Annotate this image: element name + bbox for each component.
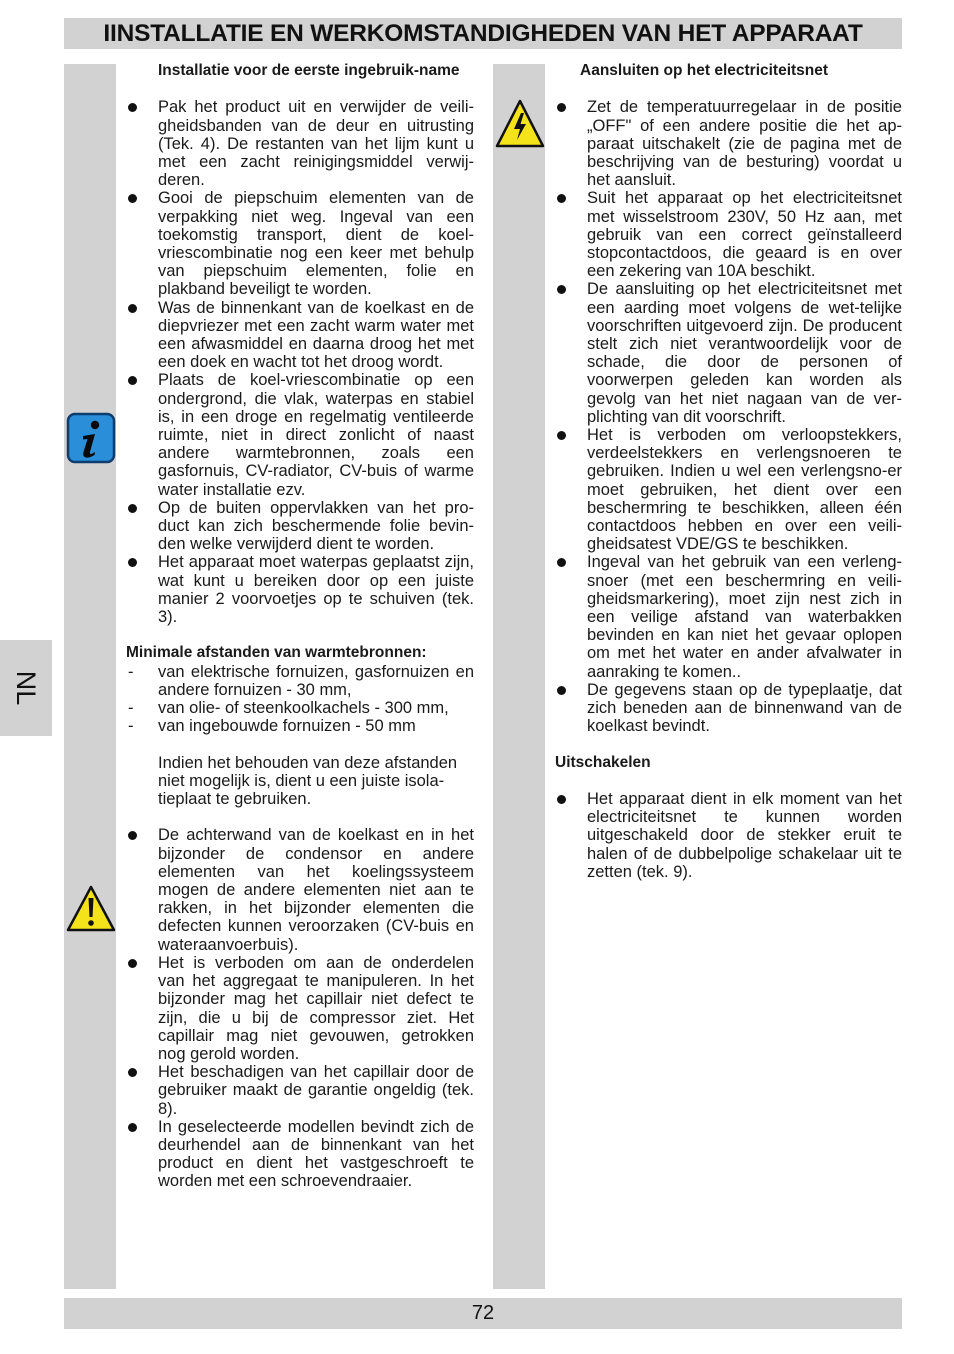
list-item: Het beschadigen van het capillair door de gebruiker maakt de garantie ongeldig (tek. 8). xyxy=(126,1063,474,1118)
right-margin-band xyxy=(493,64,545,1289)
list-item: In geselecteerde modellen bevindt zich de deurhendel aan de binnenkant van het product en dient het vastgeschroeft te worden met een schroevendraaier. xyxy=(126,1118,474,1191)
right-column xyxy=(555,62,902,881)
list-item: Plaats de koel-vriescombinatie op een ondergrond, die vlak, waterpas en stabiel is, in een droge en regelmatig ventileerde ruimte, niet in direct zonlicht of naast andere warmtebronnen, zoals een gasfornuis, CV-radiator, CV-buis of warme water installatie ezv. xyxy=(126,371,474,498)
list-item: De achterwand van de koelkast en in het bijzonder de condensor en andere elementen van het koelingssysteem mogen de andere elementen niet aan te rakken, in het bijzonder elementen die defecten kunnen veroorzaken (CV-buis en wateraanvoerbuis). xyxy=(126,826,474,953)
distance-note: Indien het behouden van deze afstanden niet mogelijk is, dient u een juiste isola-tieplaat te gebruiken. xyxy=(158,753,458,809)
list-item: Op de buiten oppervlakken van het pro-duct kan zich beschermende folie bevin-den welke verwijderd dient te worden. xyxy=(126,499,474,554)
warning-list xyxy=(126,826,474,1190)
left-column xyxy=(126,62,474,1191)
switch-off-list xyxy=(555,790,902,881)
list-item: Het is verboden om aan de onderdelen van het aggregaat te manipuleren. In het bijzonder mag het capillair niet defect te zijn, die u bij de compressor ziet. Het capillair mag niet gevouwen, getrokken nog gerold worden. xyxy=(126,954,474,1063)
footer-bar xyxy=(64,1298,902,1329)
list-item: Het is verboden om verloopstekkers, verdeelstekkers en verlengsnoeren te gebruiken. Indien u wel een verlengsno-er moet gebruiken, het dient over een beschermring te beschikken, alleen één contactdoos hebben en over een veili-gheidsatest VDE/GS te beschikken. xyxy=(555,426,902,553)
language-tab xyxy=(0,640,52,736)
switch-off-heading: Uitschakelen xyxy=(555,753,651,771)
list-item: Pak het product uit en verwijder de veili-gheidsbanden van de deur en uitrusting (Tek. 4). De restanten van het lijm kunt u met een zacht reinigingsmiddel verwij-deren. xyxy=(126,98,474,189)
language-label: NL xyxy=(11,670,42,706)
list-item: Zet de temperatuurregelaar in de positie „OFF" of een andere positie die het ap-paraat uitschakelt (zie de pagina met de beschrijving van de besturing) voordat u het aansluit. xyxy=(555,98,902,189)
list-item: - van olie- of steenkoolkachels - 300 mm, xyxy=(126,699,474,717)
installation-list xyxy=(126,98,474,626)
list-item: De gegevens staan op de typeplaatje, dat zich beneden aan de binnenwand van de koelkast bevindt. xyxy=(555,681,902,736)
list-item: Ingeval van het gebruik van een verleng-snoer (met een beschermring en veili-gheidsmarkering), moet zijn nest zich in een veilige afstand van waterbakken bevinden en kan niet het gevaar oplopen om met het water en ander afvalwater in aanraking te komen.. xyxy=(555,553,902,680)
distance-heading: Minimale afstanden van warmtebronnen: xyxy=(126,644,427,662)
list-item: De aansluiting op het electriciteitsnet met een aarding moet volgens de wet-telijke voorschriften uitgevoerd zijn. De producent stelt zich niet verantwoordelijk voor de schade, die door de personen of voorwerpen geleden kan worden als gevolg van het niet nagaan van de ver-plichting van dit voorschrift. xyxy=(555,280,902,426)
distance-list xyxy=(126,663,474,736)
list-item: Het apparaat dient in elk moment van het electriciteitsnet te kunnen worden uitgeschakeld door de stekker eruit te halen of de dubbelpolige schakelaar uit te zetten (tek. 9). xyxy=(555,790,902,881)
page-title: IINSTALLATIE EN WERKOMSTANDIGHEDEN VAN HET APPARAAT xyxy=(103,20,863,47)
warning-icon xyxy=(65,884,117,934)
list-item: Suit het apparaat op het electriciteitsnet met wisselstroom 230V, 50 Hz aan, met gebruik van een correct geïnstalleerd stopcontactdoos, die geaard is en over een zekering van 10A beschikt. xyxy=(555,189,902,280)
list-item: - van elektrische fornuizen, gasfornuizen en andere fornuizen - 30 mm, xyxy=(126,663,474,699)
list-item: Was de binnenkant van de koelkast en de diepvriezer met een zacht warm water met een afwasmiddel en daarna droog het met een doek en wacht tot het droog wordt. xyxy=(126,299,474,372)
page-number: 72 xyxy=(471,1302,495,1324)
connection-list xyxy=(555,98,902,735)
electrical-hazard-icon xyxy=(494,98,546,150)
list-item: - van ingebouwde fornuizen - 50 mm xyxy=(126,717,474,735)
list-item: Het apparaat moet waterpas geplaatst zijn, wat kunt u bereiken door op een juiste manier 2 voorvoetjes op te schuiven (tek. 3). xyxy=(126,553,474,626)
info-icon xyxy=(66,412,116,464)
header-bar xyxy=(64,18,902,49)
connection-heading: Aansluiten op het electriciteitsnet xyxy=(580,62,829,79)
installation-heading: Installatie voor de eerste ingebruik-name xyxy=(158,62,460,79)
list-item: Gooi de piepschuim elementen van de verpakking niet weg. Ingeval van een toekomstig transport, dient de koel-vriescombinatie nog een keer met behulp van piepschuim elementen, folie en plakband beveiligt te worden. xyxy=(126,189,474,298)
